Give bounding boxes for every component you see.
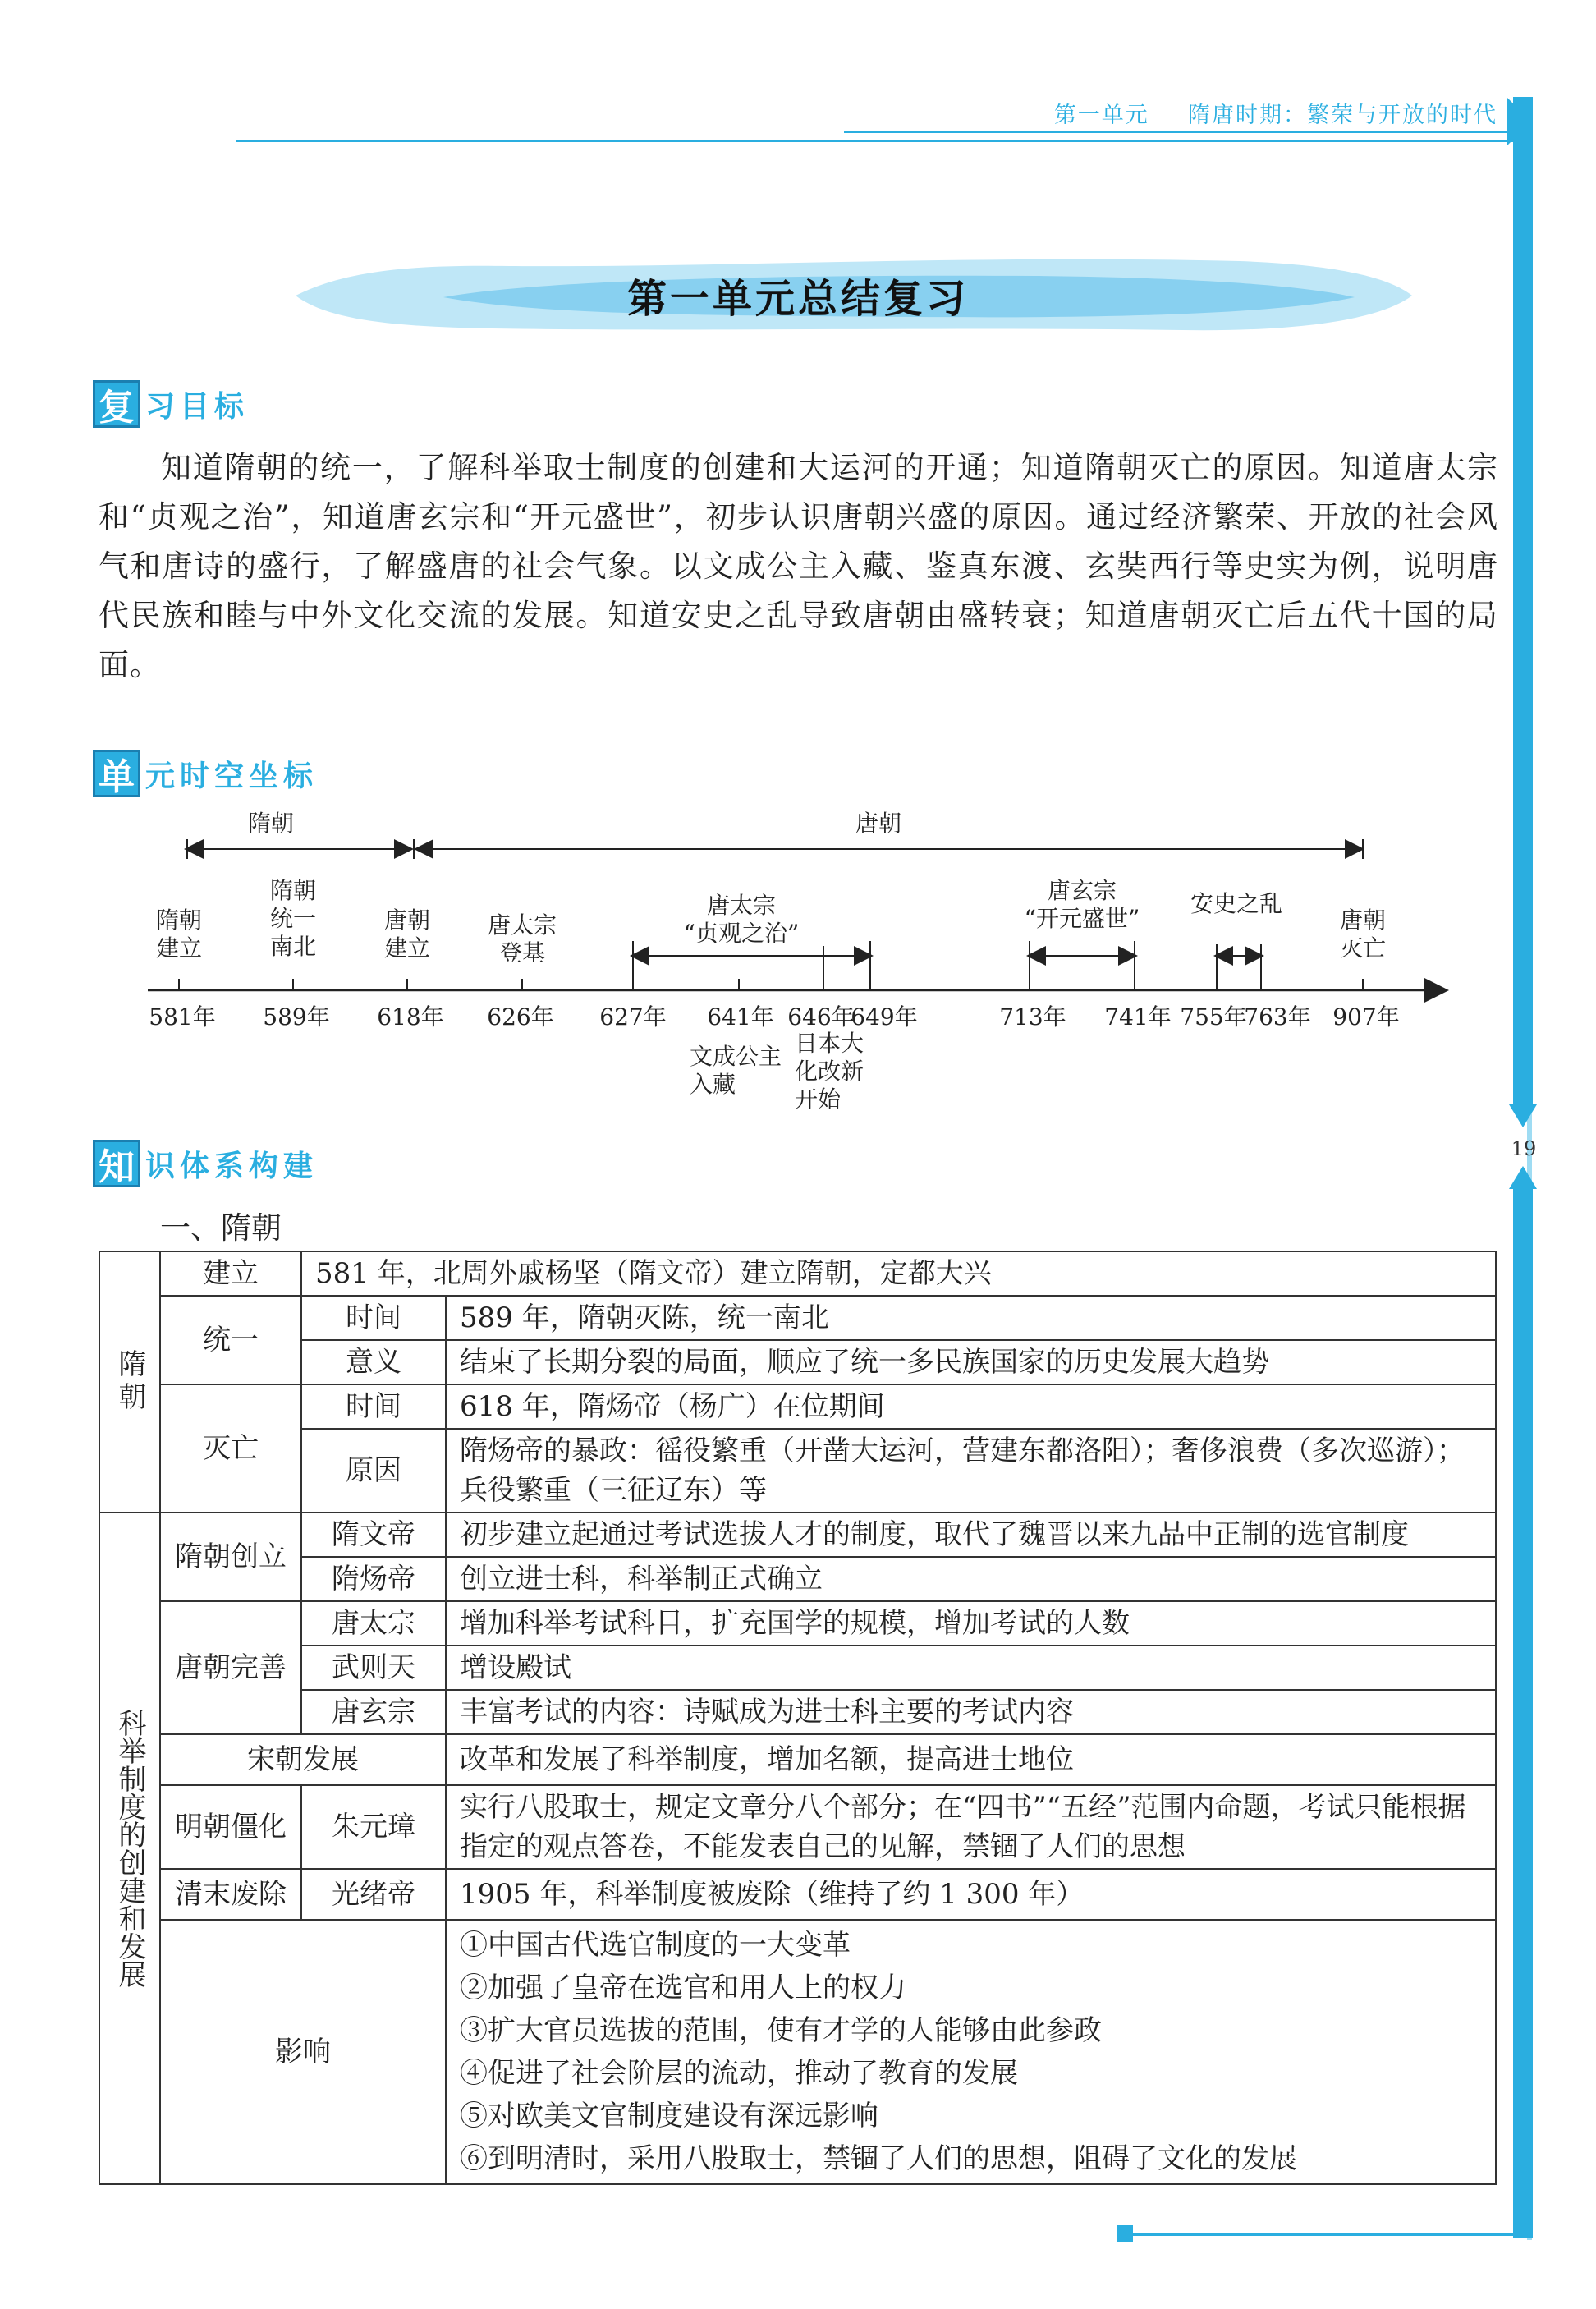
page-tab-bottom-icon <box>1509 1166 1537 1191</box>
section-timeline-box: 单 <box>93 750 140 797</box>
year-618: 618年 <box>377 1003 444 1031</box>
year-581: 581年 <box>149 1003 216 1031</box>
section-goals-heading <box>93 378 249 430</box>
event-wencheng-line1: 文成公主 <box>690 1043 782 1070</box>
year-626: 626年 <box>487 1003 554 1031</box>
table-row <box>99 1920 1496 2184</box>
table-row <box>99 1646 1496 1690</box>
footer-rule <box>1125 2233 1531 2236</box>
event-zhenguan-line2: “贞观之治” <box>683 920 800 947</box>
song-value: 改革和发展了科举制度，增加名额，提高进士地位 <box>446 1734 1496 1785</box>
tang-label: 唐朝完善 <box>160 1601 301 1734</box>
header-rule-upper <box>844 131 1513 133</box>
event-tang-founded-line2: 建立 <box>383 934 431 962</box>
margin-stripe-top <box>1513 97 1533 1111</box>
event-zhenguan-line1: 唐太宗 <box>706 892 777 919</box>
event-taika-line2: 化改新 <box>795 1058 864 1085</box>
footer-square-icon <box>1117 2225 1133 2242</box>
year-627: 627年 <box>599 1003 667 1031</box>
unify-meaning-value: 结束了长期分裂的局面，顺应了统一多民族国家的历史发展大趋势 <box>446 1340 1496 1384</box>
table-row <box>99 1296 1496 1340</box>
year-713: 713年 <box>999 1003 1066 1031</box>
event-sui-unify-line3: 南北 <box>269 933 317 960</box>
zhuyuanzhang-label: 朱元璋 <box>301 1785 446 1869</box>
event-kaiyuan-line1: 唐玄宗 <box>1047 877 1117 904</box>
group-cell-sui <box>99 1251 160 1513</box>
qing-value: 1905 年，科举制度被废除（维持了约 1 300 年） <box>446 1869 1496 1920</box>
table-row <box>99 1690 1496 1734</box>
qing-label: 清末废除 <box>160 1869 301 1920</box>
table-row <box>99 1869 1496 1920</box>
taizong-value: 增加科举考试科目，扩充国学的规模，增加考试的人数 <box>446 1601 1496 1646</box>
group-label-sui: 隋朝 <box>113 1349 146 1415</box>
section-goals-box: 复 <box>93 380 140 428</box>
event-tang-fall-line2: 灭亡 <box>1339 934 1387 962</box>
section-goals-label: 习目标 <box>145 389 250 424</box>
period-sui-label: 隋朝 <box>247 810 295 837</box>
influence-item-5: ⑤对欧美文官制度建设有深远影响 <box>460 2100 878 2132</box>
event-wencheng-line2: 入藏 <box>690 1071 736 1098</box>
year-589: 589年 <box>263 1003 330 1031</box>
knowledge-table <box>99 1251 1497 2185</box>
song-label: 宋朝发展 <box>160 1734 446 1785</box>
year-907: 907年 <box>1332 1003 1400 1031</box>
fall-reason-value: 隋炀帝的暴政：徭役繁重（开凿大运河，营建东都洛阳）；奢侈浪费（多次巡游）；兵役繁重（三征辽东）等 <box>446 1429 1496 1513</box>
influence-list <box>446 1920 1496 2184</box>
fall-label: 灭亡 <box>160 1384 301 1513</box>
page-title: 第一单元总结复习 <box>626 276 969 322</box>
table-row <box>99 1557 1496 1601</box>
sub-heading-sui: 一、隋朝 <box>160 1210 282 1246</box>
fall-reason-label: 原因 <box>301 1429 446 1513</box>
influence-label: 影响 <box>160 1920 446 2184</box>
event-sui-unify-line1: 隋朝 <box>269 877 317 904</box>
event-taika-line1: 日本大 <box>795 1030 864 1057</box>
year-763: 763年 <box>1244 1003 1311 1031</box>
fall-time-value: 618 年，隋炀帝（杨广）在位期间 <box>446 1384 1496 1429</box>
wuzetian-value: 增设殿试 <box>446 1646 1496 1690</box>
yangdi-value: 创立进士科，科举制正式确立 <box>446 1557 1496 1601</box>
xuanzong-label: 唐玄宗 <box>301 1690 446 1734</box>
unify-meaning-label: 意义 <box>301 1340 446 1384</box>
section-timeline-label: 元时空坐标 <box>145 759 319 793</box>
running-header-unit: 第一单元 <box>1053 103 1149 128</box>
section-knowledge-label: 识体系构建 <box>145 1149 319 1183</box>
influence-item-1: ①中国古代选官制度的一大变革 <box>460 1929 851 1962</box>
year-646: 646年 <box>787 1003 855 1031</box>
header-rule <box>236 140 1513 142</box>
year-649: 649年 <box>851 1003 918 1031</box>
fall-time-label: 时间 <box>301 1384 446 1429</box>
year-641: 641年 <box>707 1003 774 1031</box>
running-header <box>1054 97 1497 129</box>
table-row <box>99 1384 1496 1429</box>
wuzetian-label: 武则天 <box>301 1646 446 1690</box>
influence-item-2: ②加强了皇帝在选官和用人上的权力 <box>460 1972 906 2004</box>
founding-value: 581 年，北周外戚杨坚（隋文帝）建立隋朝，定都大兴 <box>301 1251 1496 1296</box>
timeline <box>0 805 1511 1133</box>
xuanzong-value: 丰富考试的内容：诗赋成为进士科主要的考试内容 <box>446 1690 1496 1734</box>
founding-label: 建立 <box>160 1251 301 1296</box>
yangdi-label: 隋炀帝 <box>301 1557 446 1601</box>
sui-found-label: 隋朝创立 <box>160 1513 301 1601</box>
taizong-label: 唐太宗 <box>301 1601 446 1646</box>
influence-item-3: ③扩大官员选拔的范围，使有才学的人能够由此参政 <box>460 2014 1102 2047</box>
event-tang-fall-line1: 唐朝 <box>1339 907 1387 934</box>
table-row <box>99 1734 1496 1785</box>
event-taizong-enthroned-line1: 唐太宗 <box>487 911 557 939</box>
section-knowledge-heading <box>93 1137 318 1190</box>
page-number: 19 <box>1511 1137 1537 1160</box>
event-sui-unify-line2: 统一 <box>269 905 317 932</box>
event-tang-founded-line1: 唐朝 <box>383 907 431 934</box>
goals-paragraph: 知道隋朝的统一，了解科举取士制度的创建和大运河的开通；知道隋朝灭亡的原因。知道唐太宗和“贞观之治”，知道唐玄宗和“开元盛世”，初步认识唐朝兴盛的原因。通过经济繁荣、开放的社会风气和唐诗的盛行，了解盛唐的社会气象。以文成公主入藏、鉴真东渡、玄奘西行等史实为例，说明唐代民族和睦与中外文化交流的发展。知道安史之乱导致唐朝由盛转衰；知道唐朝灭亡后五代十国的局面。 <box>99 450 1498 682</box>
running-header-subtitle: 隋唐时期：繁荣与开放的时代 <box>1188 103 1497 128</box>
period-tang-label: 唐朝 <box>855 810 902 837</box>
page-tab-top-icon <box>1509 1104 1537 1129</box>
event-sui-founded-line2: 建立 <box>155 934 203 962</box>
section-timeline-heading <box>93 747 318 800</box>
event-kaiyuan-line2: “开元盛世” <box>1024 905 1140 932</box>
event-taizong-enthroned-line2: 登基 <box>498 939 546 966</box>
event-taika-line3: 开始 <box>795 1086 842 1113</box>
margin-stripe-bottom <box>1513 1187 1533 2238</box>
event-anshi-line1: 安史之乱 <box>1190 890 1283 917</box>
ming-label: 明朝僵化 <box>160 1785 301 1869</box>
unify-time-value: 589 年，隋朝灭陈，统一南北 <box>446 1296 1496 1340</box>
year-741: 741年 <box>1104 1003 1172 1031</box>
unify-time-label: 时间 <box>301 1296 446 1340</box>
event-sui-founded-line1: 隋朝 <box>155 907 203 934</box>
influence-item-6: ⑥到明清时，采用八股取士，禁锢了人们的思想，阻碍了文化的发展 <box>460 2142 1297 2175</box>
year-755: 755年 <box>1180 1003 1247 1031</box>
table-row <box>99 1601 1496 1646</box>
influence-item-4: ④促进了社会阶层的流动，推动了教育的发展 <box>460 2057 1018 2090</box>
section-knowledge-box: 知 <box>93 1140 140 1187</box>
table-row <box>99 1513 1496 1557</box>
unify-label: 统一 <box>160 1296 301 1384</box>
table-row <box>99 1785 1496 1869</box>
table-row <box>99 1340 1496 1384</box>
wendi-value: 初步建立起通过考试选拔人才的制度，取代了魏晋以来九品中正制的选官制度 <box>446 1513 1496 1557</box>
table-row <box>99 1251 1496 1296</box>
group-label-keju: 科举制度的创建和发展 <box>113 1709 146 1988</box>
guangxu-label: 光绪帝 <box>301 1869 446 1920</box>
ming-value: 实行八股取士，规定文章分八个部分；在“四书”“五经”范围内命题，考试只能根据指定的观点答卷，不能发表自己的见解，禁锢了人们的思想 <box>446 1785 1496 1869</box>
group-cell-keju <box>99 1513 160 2184</box>
wendi-label: 隋文帝 <box>301 1513 446 1557</box>
